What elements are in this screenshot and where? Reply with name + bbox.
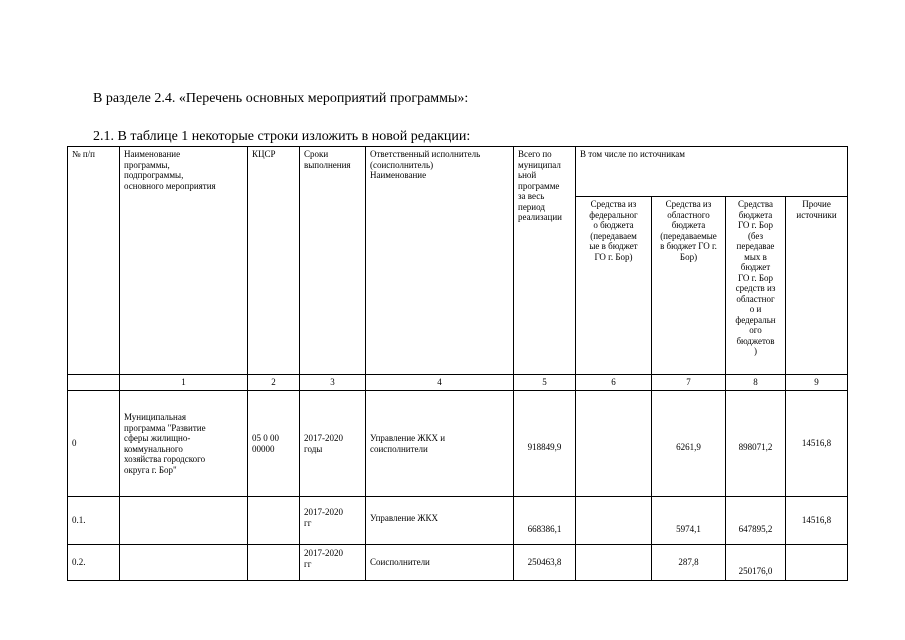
- column-number-row: [68, 375, 848, 391]
- row-kcsr: [248, 497, 300, 545]
- header-no: № п/п: [68, 147, 120, 375]
- column-number: [68, 375, 120, 391]
- header-local: Средства бюджета ГО г. Бор (без передавае мых в бюджет ГО г. Бор средств из областног о и федеральн ого бюджетов ): [726, 197, 786, 375]
- column-number: 6: [576, 375, 652, 391]
- header-total: Всего по муниципал ьной программе за весь период реализации: [514, 147, 576, 375]
- measures-table: [67, 146, 848, 581]
- column-number: 2: [248, 375, 300, 391]
- row-federal: [576, 497, 652, 545]
- header-regional: Средства из областного бюджета (передаваемые в бюджет ГО г. Бор): [652, 197, 726, 375]
- row-kcsr: 05 0 00 00000: [248, 391, 300, 497]
- header-sources: В том числе по источникам: [576, 147, 848, 197]
- header-name: Наименование программы, подпрограммы, основного мероприятия: [120, 147, 248, 375]
- row-no: 0.1.: [68, 497, 120, 545]
- column-number: 5: [514, 375, 576, 391]
- column-number: 9: [786, 375, 848, 391]
- row-other: [786, 545, 848, 581]
- row-regional: 287,8: [652, 545, 726, 581]
- row-regional: 6261,9: [652, 391, 726, 497]
- row-federal: [576, 391, 652, 497]
- row-local: 250176,0: [726, 545, 786, 581]
- header-kcsr: КЦСР: [248, 147, 300, 375]
- row-responsible: Соисполнители: [366, 545, 514, 581]
- row-responsible: Управление ЖКХ: [366, 497, 514, 545]
- row-period: 2017-2020 гг: [300, 545, 366, 581]
- header-federal: Средства из федеральног о бюджета (передаваем ые в бюджет ГО г. Бор): [576, 197, 652, 375]
- column-number: 7: [652, 375, 726, 391]
- row-other: 14516,8: [786, 391, 848, 497]
- table-row: [68, 391, 848, 497]
- row-total: 250463,8: [514, 545, 576, 581]
- table-intro-paragraph: 2.1. В таблице 1 некоторые строки изложить в новой редакции:: [93, 129, 471, 144]
- column-number: 1: [120, 375, 248, 391]
- row-local: 647895,2: [726, 497, 786, 545]
- row-kcsr: [248, 545, 300, 581]
- header-responsible: Ответственный исполнитель (соисполнитель) Наименование: [366, 147, 514, 375]
- column-number: 8: [726, 375, 786, 391]
- row-period: 2017-2020 гг: [300, 497, 366, 545]
- row-total: 918849,9: [514, 391, 576, 497]
- row-other: 14516,8: [786, 497, 848, 545]
- row-regional: 5974,1: [652, 497, 726, 545]
- header-period: Сроки выполнения: [300, 147, 366, 375]
- column-number: 3: [300, 375, 366, 391]
- row-period: 2017-2020 годы: [300, 391, 366, 497]
- row-no: 0.2.: [68, 545, 120, 581]
- row-local: 898071,2: [726, 391, 786, 497]
- column-number: 4: [366, 375, 514, 391]
- row-federal: [576, 545, 652, 581]
- row-name: [120, 497, 248, 545]
- row-total: 668386,1: [514, 497, 576, 545]
- row-name: [120, 545, 248, 581]
- table-row: [68, 545, 848, 581]
- row-no: 0: [68, 391, 120, 497]
- row-name: Муниципальная программа "Развитие сферы жилищно- коммунального хозяйства городского округа г. Бор": [120, 391, 248, 497]
- row-responsible: Управление ЖКХ и соисполнители: [366, 391, 514, 497]
- header-row: [68, 147, 848, 197]
- table-row: [68, 497, 848, 545]
- section-paragraph: В разделе 2.4. «Перечень основных мероприятий программы»:: [93, 91, 469, 106]
- header-other: Прочие источники: [786, 197, 848, 375]
